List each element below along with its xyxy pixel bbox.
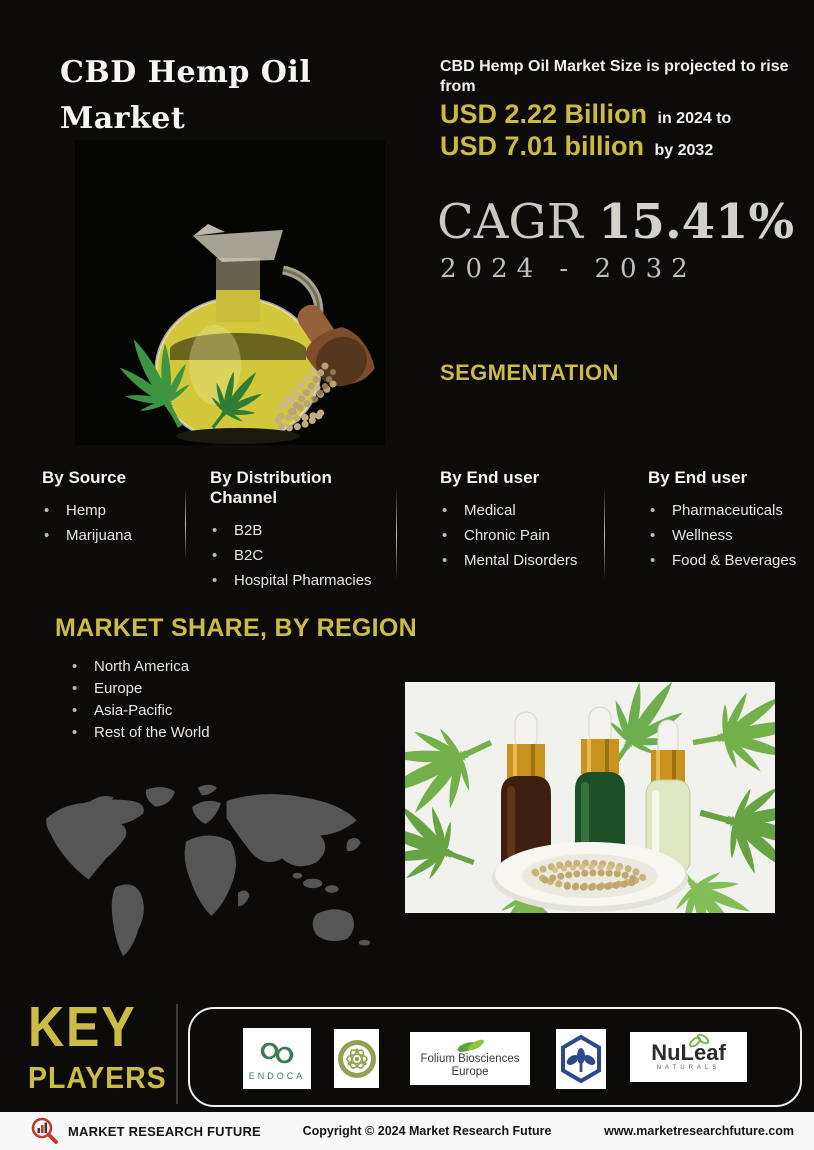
hemp-oil-photo: [75, 140, 385, 445]
logo-folium-biosciences: [410, 1032, 530, 1085]
segmentation-item: • Wellness: [648, 523, 814, 548]
projection-2032: [440, 131, 800, 161]
logo-nuleaf-naturals: [630, 1032, 747, 1082]
segmentation-column-title: By Source: [42, 468, 127, 487]
footer-brand: [30, 1117, 290, 1145]
suffix-2024: in 2024 to: [657, 110, 732, 127]
segmentation-heading: SEGMENTATION: [440, 360, 619, 385]
cagr-label: CAGR: [437, 194, 583, 250]
cagr-period: 2024 - 2032: [440, 254, 697, 284]
segmentation-item: • Medical: [440, 498, 610, 523]
folium-wordmark-line2: Europe: [451, 1065, 489, 1078]
suffix-2032: by 2032: [654, 142, 714, 159]
value-2024: USD 2.22 Billion: [440, 99, 648, 129]
key-players-heading-line2: PLAYERS: [28, 1060, 167, 1095]
cbd-bottles-illustration: [405, 682, 775, 913]
market-share-heading: MARKET SHARE, BY REGION: [55, 614, 418, 642]
logo-hexagon-plant: [556, 1029, 606, 1089]
mrf-magnifier-chart-icon: [30, 1117, 60, 1145]
folium-wordmark-line1: Folium Biosciences: [420, 1052, 520, 1065]
segmentation-column-enduser-1: [440, 468, 610, 573]
column-divider: [185, 488, 186, 560]
folium-leaf-icon: [453, 1039, 487, 1053]
segmentation-column-source: [42, 468, 212, 548]
column-divider: [604, 488, 605, 580]
endoca-wordmark: ENDOCA: [248, 1071, 306, 1081]
cagr-value: 15.41%: [598, 194, 795, 250]
footer-brand-name: MARKET RESEARCH FUTURE: [68, 1123, 261, 1139]
region-item: • Rest of the World: [70, 722, 330, 744]
hexagon-plant-icon: [559, 1034, 603, 1084]
segmentation-item: • B2B: [210, 518, 400, 543]
hemp-oil-illustration: [75, 140, 385, 445]
region-item: • Asia-Pacific: [70, 700, 330, 722]
segmentation-item: • Mental Disorders: [440, 548, 610, 573]
footer-website-link[interactable]: www.marketresearchfuture.com: [604, 1124, 794, 1138]
cbd-bottles-photo: [405, 682, 775, 913]
segmentation-item: • Hospital Pharmacies: [210, 568, 400, 593]
projection-intro: CBD Hemp Oil Market Size is projected to rise from: [440, 58, 789, 95]
footer-bar: [0, 1112, 814, 1150]
region-item: • Europe: [70, 678, 330, 700]
projection-2024: [440, 99, 800, 129]
nuleaf-sprout-icon: [688, 1032, 710, 1049]
segmentation-item: • Hemp: [42, 498, 212, 523]
segmentation-column-title: By Distribution Channel: [210, 468, 332, 507]
cagr-block: [437, 196, 794, 248]
page-title-line1: CBD Hemp Oil: [60, 55, 312, 90]
region-item: • North America: [70, 656, 330, 678]
medical-marijuana-seal-icon: [336, 1038, 378, 1080]
footer-copyright: Copyright © 2024 Market Research Future: [302, 1124, 552, 1138]
segmentation-column-title: By End user: [440, 468, 540, 487]
segmentation-item: • Food & Beverages: [648, 548, 814, 573]
value-2032: USD 7.01 billion: [440, 131, 645, 161]
market-projection: [440, 57, 800, 161]
segmentation-item: • Chronic Pain: [440, 523, 610, 548]
region-list: [70, 656, 330, 744]
segmentation-item: • Marijuana: [42, 523, 212, 548]
page-title-line2: Market: [60, 101, 186, 136]
nuleaf-subtext: NATURALS: [656, 1065, 721, 1071]
seed-plate: [492, 842, 688, 912]
world-map: [33, 780, 378, 958]
key-players-divider: [176, 1004, 178, 1104]
segmentation-item: • B2C: [210, 543, 400, 568]
segmentation-column-enduser-2: [648, 468, 814, 573]
key-players-heading-line1: KEY: [28, 995, 137, 1059]
nuleaf-wordmark: NuLeaf: [651, 1040, 726, 1065]
page-title: [60, 50, 390, 142]
endoca-knot-icon: [257, 1036, 297, 1070]
segmentation-item: • Pharmaceuticals: [648, 498, 814, 523]
logo-endoca: [243, 1028, 311, 1089]
column-divider: [396, 488, 397, 580]
logo-medical-marijuana-inc: [334, 1029, 379, 1088]
segmentation-column-distribution: [210, 468, 400, 593]
segmentation-column-title: By End user: [648, 468, 748, 487]
